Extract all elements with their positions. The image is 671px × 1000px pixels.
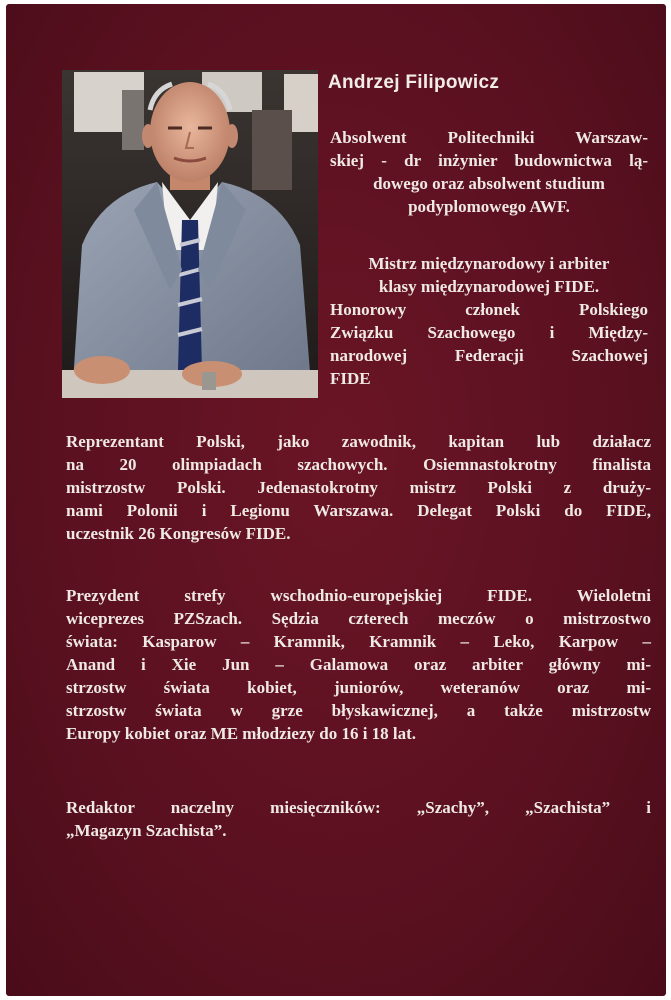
text-line: Mistrz międzynarodowy i arbiter xyxy=(368,254,610,273)
text-line: wiceprezes PZSzach. Sędzia czterech meczów o mistrzostwo xyxy=(66,609,651,628)
text-line: na 20 olimpiadach szachowych. Osiemnastokrotny finalista xyxy=(66,455,651,474)
text-line: skiej - dr inżynier budownictwa lą- xyxy=(330,151,648,170)
text-line: strzostw świata kobiet, juniorów, weteranów oraz mi- xyxy=(66,678,651,697)
text-line: podyplomowego AWF. xyxy=(408,197,570,216)
text-line: FIDE xyxy=(330,369,371,388)
bio-education xyxy=(330,126,648,218)
text-line: Absolwent Politechniki Warszaw- xyxy=(330,128,648,147)
portrait-illustration xyxy=(62,70,318,398)
text-line: uczestnik 26 Kongresów FIDE. xyxy=(66,524,291,543)
bio-arbiter-career xyxy=(66,584,651,745)
text-line: klasy międzynarodowej FIDE. xyxy=(378,277,600,296)
text-line: Anand i Xie Jun – Galamowa oraz arbiter główny mi- xyxy=(66,655,651,674)
text-line: narodowej Federacji Szachowej xyxy=(330,346,648,365)
text-line: Reprezentant Polski, jako zawodnik, kapitan lub działacz xyxy=(66,432,651,451)
text-line: mistrzostw Polski. Jedenastokrotny mistrz Polski z druży- xyxy=(66,478,651,497)
text-line: strzostw świata w grze błyskawicznej, a także mistrzostw xyxy=(66,701,651,720)
text-line: Prezydent strefy wschodnio-europejskiej FIDE. Wieloletni xyxy=(66,586,651,605)
author-photo xyxy=(62,70,318,398)
text-line: Europy kobiet oraz ME młodziezy do 16 i 18 lat. xyxy=(66,724,417,743)
author-name: Andrzej Filipowicz xyxy=(328,72,500,93)
text-line: świata: Kasparow – Kramnik, Kramnik – Leko, Karpow – xyxy=(66,632,651,651)
bio-titles xyxy=(330,252,648,390)
text-line: „Magazyn Szachista”. xyxy=(66,821,227,840)
bio-player-career xyxy=(66,430,651,545)
text-line: Honorowy członek Polskiego xyxy=(330,300,648,319)
bio-editor xyxy=(66,796,651,842)
text-line: Związku Szachowego i Między- xyxy=(330,323,648,342)
text-line: nami Polonii i Legionu Warszawa. Delegat Polski do FIDE, xyxy=(66,501,651,520)
text-line: dowego oraz absolwent studium xyxy=(373,174,605,193)
text-line: Redaktor naczelny miesięczników: „Szachy”, „Szachista” i xyxy=(66,798,651,817)
